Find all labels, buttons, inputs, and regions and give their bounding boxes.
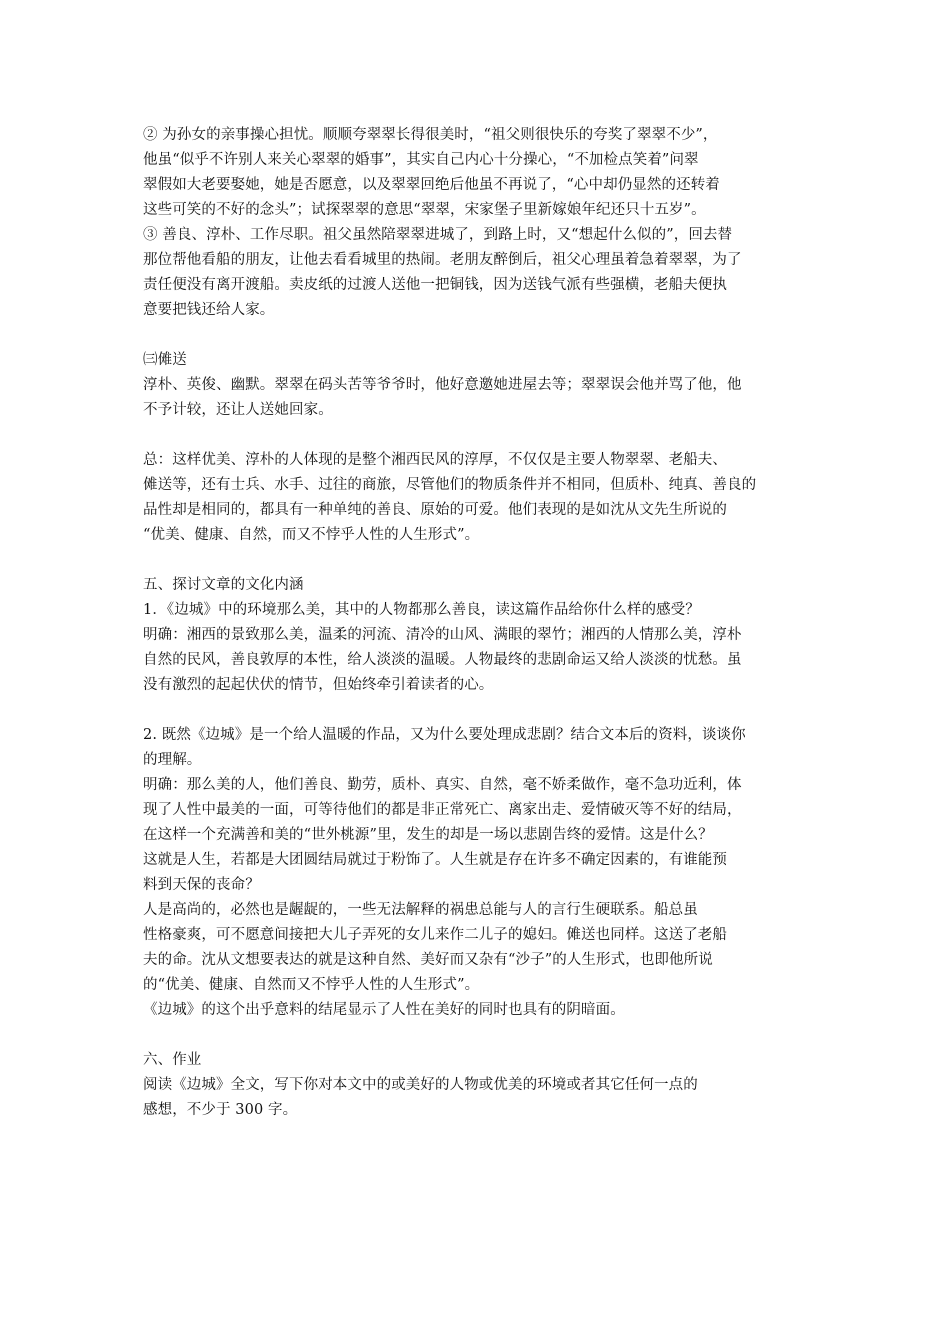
spacer [143, 548, 809, 573]
text-line: 总：这样优美、淳朴的人体现的是整个湘西民风的淳厚，不仅仅是主要人物翠翠、老船夫、 [143, 452, 727, 468]
text-line: 性格豪爽，可不愿意间接把大儿子弄死的女儿来作二儿子的媳妇。傩送也同样。这送了老船 [143, 927, 727, 943]
text-line: ③ 善良、淳朴、工作尽职。祖父虽然陪翠翠进城了，到路上时，又“想起什么似的”，回去替 [143, 227, 733, 243]
text-line: 《边城》的这个出乎意料的结尾显示了人性在美好的同时也具有的阴暗面。 [143, 1002, 625, 1018]
text-line: 他虽“似乎不许别人来关心翠翠的婚事”，其实自己内心十分操心，“不加检点笑着”问翠 [143, 152, 699, 168]
summary-paragraph [143, 448, 809, 548]
grandfather-trait-2-paragraph [143, 123, 809, 223]
text-line: 感想，不少于 300 字。 [143, 1102, 298, 1118]
spacer [143, 698, 809, 723]
text-line: 不予计较，还让人送她回家。 [143, 402, 333, 418]
text-line: 阅读《边城》全文，写下你对本文中的或美好的人物或优美的环境或者其它任何一点的 [143, 1077, 698, 1093]
section-heading: 六、作业 [143, 1052, 202, 1068]
text-line: 自然的民风，善良敦厚的本性，给人淡淡的温暖。人物最终的悲剧命运又给人淡淡的忧愁。虽 [143, 652, 742, 668]
document-page [143, 123, 809, 1123]
text-line: 淳朴、英俊、幽默。翠翠在码头苦等爷爷时，他好意邀她进屋去等；翠翠误会他并骂了他，他 [143, 377, 742, 393]
spacer [143, 423, 809, 448]
text-line: 明确：那么美的人，他们善良、勤劳，质朴、真实、自然，毫不娇柔做作，毫不急功近利，体 [143, 777, 742, 793]
text-line: 那位帮他看船的朋友，让他去看看城里的热闹。老朋友醉倒后，祖父心理虽着急着翠翠，为了 [143, 252, 742, 268]
grandfather-trait-3-paragraph [143, 223, 809, 323]
text-line: 料到天保的丧命？ [143, 877, 260, 893]
text-line: 这就是人生，若都是大团圆结局就过于粉饰了。人生就是存在许多不确定因素的，有谁能预 [143, 852, 727, 868]
text-line: 人是高尚的，必然也是龌龊的，一些无法解释的祸患总能与人的言行生硬联系。船总虽 [143, 902, 698, 918]
text-line: 现了人性中最美的一面，可等待他们的都是非正常死亡、离家出走、爱情破灭等不好的结局， [143, 802, 742, 818]
question-1: 1．《边城》中的环境那么美，其中的人物都那么善良，读这篇作品给你什么样的感受？ [143, 602, 700, 618]
text-line: 责任便没有离开渡船。卖皮纸的过渡人送他一把铜钱，因为送钱气派有些强横，老船夫便执 [143, 277, 727, 293]
spacer [143, 323, 809, 348]
nuosong-heading: ㈢傩送 [143, 352, 187, 368]
question-2: 2. 既然《边城》是一个给人温暖的作品，又为什么要处理成悲剧？结合文本后的资料，谈谈你 [143, 727, 746, 743]
section-heading: 五、探讨文章的文化内涵 [143, 577, 304, 593]
text-line: ② 为孙女的亲事操心担忧。顺顺夸翠翠长得很美时，“祖父则很快乐的夸奖了翠翠不少”， [143, 127, 718, 143]
text-line: 翠假如大老要娶她，她是否愿意，以及翠翠回绝后他虽不再说了，“心中却仍显然的还转着 [143, 177, 720, 193]
spacer [143, 1023, 809, 1048]
nuosong-section [143, 348, 809, 423]
text-line: 没有激烈的起起伏伏的情节，但始终牵引着读者的心。 [143, 677, 494, 693]
question-2-continued: 的理解。 [143, 752, 202, 768]
text-line: 的“优美、健康、自然而又不悖乎人性的人生形式”。 [143, 977, 480, 993]
text-line: 这些可笑的不好的念头”；试探翠翠的意思“翠翠，宋家堡子里新嫁娘年纪还只十五岁”。 [143, 202, 706, 218]
text-line: 傩送等，还有士兵、水手、过往的商旅，尽管他们的物质条件并不相同，但质朴、纯真、善良的 [143, 477, 757, 493]
text-line: 夫的命。沈从文想要表达的就是这种自然、美好而又杂有“沙子”的人生形式，也即他所说 [143, 952, 713, 968]
text-line: 意要把钱还给人家。 [143, 302, 275, 318]
section-5 [143, 573, 809, 1023]
text-line: 品性却是相同的，都具有一种单纯的善良、原始的可爱。他们表现的是如沈从文先生所说的 [143, 502, 727, 518]
section-6 [143, 1048, 809, 1123]
text-line: 明确：湘西的景致那么美，温柔的河流、清冷的山风、满眼的翠竹；湘西的人情那么美，淳朴 [143, 627, 742, 643]
text-line: “优美、健康、自然，而又不悖乎人性的人生形式”。 [143, 527, 480, 543]
text-line: 在这样一个充满善和美的“世外桃源”里，发生的却是一场以悲剧告终的爱情。这是什么？ [143, 827, 713, 843]
